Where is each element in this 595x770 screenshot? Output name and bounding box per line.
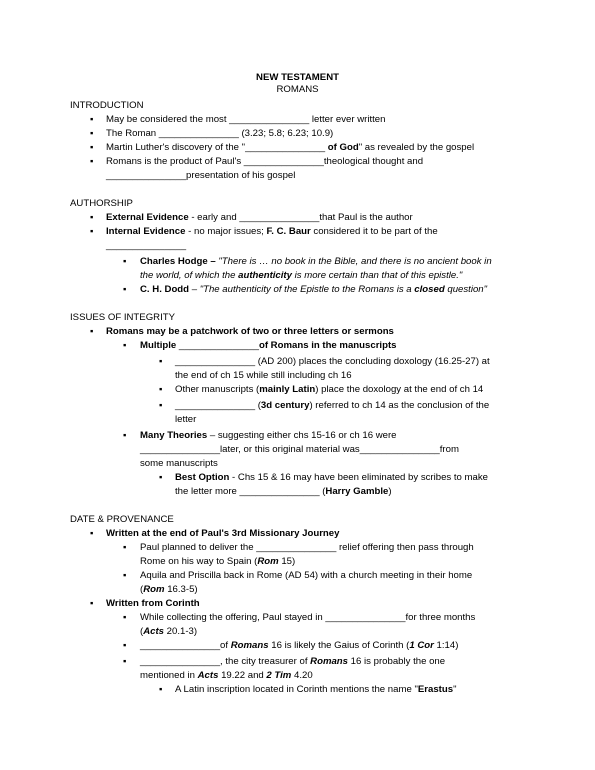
quote-hodge-continuation: the world, of which the authenticity is more certain than that of this epistle." [140,270,463,281]
bullet-marker: ▪ [123,612,127,623]
list-item: Aquila and Priscilla back in Rome (AD 54) with a church meeting in their home [140,570,473,581]
list-item-continuation: the letter more _______________ (Harry Gamble) [175,486,392,497]
bullet-marker: ▪ [90,226,94,237]
doc-title: NEW TESTAMENT [256,72,339,83]
list-item-continuation: mentioned in Acts 19.22 and 2 Tim 4.20 [140,670,313,681]
bullet-marker: ▪ [90,128,94,139]
bullet-marker: ▪ [123,570,127,581]
list-item: Other manuscripts (mainly Latin) place the doxology at the end of ch 14 [175,384,484,395]
list-item-continuation: some manuscripts [140,458,218,469]
section-heading-integrity: ISSUES OF INTEGRITY [70,312,176,323]
list-item: Romans is the product of Paul's _______________theological thought and [106,156,424,167]
bullet-marker: ▪ [123,656,127,667]
list-item: Romans may be a patchwork of two or three letters or sermons [106,326,394,337]
bullet-marker: ▪ [159,684,163,695]
bullet-marker: ▪ [90,156,94,167]
list-item: Many Theories – suggesting either chs 15-16 or ch 16 were [140,430,397,441]
list-item: Martin Luther's discovery of the "_______________ of God" as revealed by the gospel [106,142,475,153]
list-item: The Roman _______________ (3.23; 5.8; 6.23; 10.9) [106,128,334,139]
list-item: Written at the end of Paul's 3rd Missionary Journey [106,528,340,539]
quote-hodge: Charles Hodge – "There is … no book in the Bible, and there is no ancient book in [140,256,492,267]
list-item-continuation: (Acts 20.1-3) [140,626,198,637]
list-item-continuation: the end of ch 15 while still including ch 16 [175,370,352,381]
bullet-marker: ▪ [123,542,127,553]
list-item-continuation: letter [175,414,197,425]
bullet-marker: ▪ [90,142,94,153]
list-item: A Latin inscription located in Corinth mentions the name "Erastus" [175,684,457,695]
list-item: _______________ (AD 200) places the concluding doxology (16.25-27) at [175,356,490,367]
bullet-marker: ▪ [90,212,94,223]
doc-subtitle: ROMANS [276,84,319,95]
quote-dodd: C. H. Dodd – "The authenticity of the Epistle to the Romans is a closed question" [140,284,488,295]
list-item-continuation: (Rom 16.3-5) [140,584,198,595]
section-heading-introduction: INTRODUCTION [70,100,144,111]
bullet-marker: ▪ [90,114,94,125]
list-item: _______________, the city treasurer of Romans 16 is probably the one [140,656,446,667]
bullet-marker: ▪ [159,400,163,411]
list-item-continuation: _______________later, or this original material was_______________from [140,444,459,455]
list-item: Paul planned to deliver the _______________ relief offering then pass through [140,542,474,553]
bullet-marker: ▪ [90,326,94,337]
bullet-marker: ▪ [123,256,127,267]
bullet-marker: ▪ [123,430,127,441]
list-item: Written from Corinth [106,598,200,609]
section-heading-authorship: AUTHORSHIP [70,198,133,209]
list-item: _______________ (3d century) referred to ch 14 as the conclusion of the [175,400,490,411]
bullet-marker: ▪ [159,356,163,367]
bullet-marker: ▪ [159,472,163,483]
list-item-continuation: _______________ [106,240,187,251]
bullet-marker: ▪ [123,640,127,651]
list-item-continuation: _______________presentation of his gospel [106,170,296,181]
list-item: May be considered the most _______________ letter ever written [106,114,386,125]
section-heading-date-provenance: DATE & PROVENANCE [70,514,174,525]
bullet-marker: ▪ [90,598,94,609]
bullet-marker: ▪ [123,340,127,351]
list-item-continuation: Rome on his way to Spain (Rom 15) [140,556,296,567]
list-item: External Evidence - early and _______________that Paul is the author [106,212,413,223]
bullet-marker: ▪ [90,528,94,539]
list-item: While collecting the offering, Paul stayed in _______________for three months [140,612,476,623]
list-item: Multiple _______________of Romans in the manuscripts [140,340,397,351]
bullet-marker: ▪ [159,384,163,395]
list-item: Best Option - Chs 15 & 16 may have been eliminated by scribes to make [175,472,489,483]
list-item: _______________of Romans 16 is likely the Gaius of Corinth (1 Cor 1:14) [140,640,459,651]
list-item: Internal Evidence - no major issues; F. C. Baur considered it to be part of the [106,226,438,237]
bullet-marker: ▪ [123,284,127,295]
